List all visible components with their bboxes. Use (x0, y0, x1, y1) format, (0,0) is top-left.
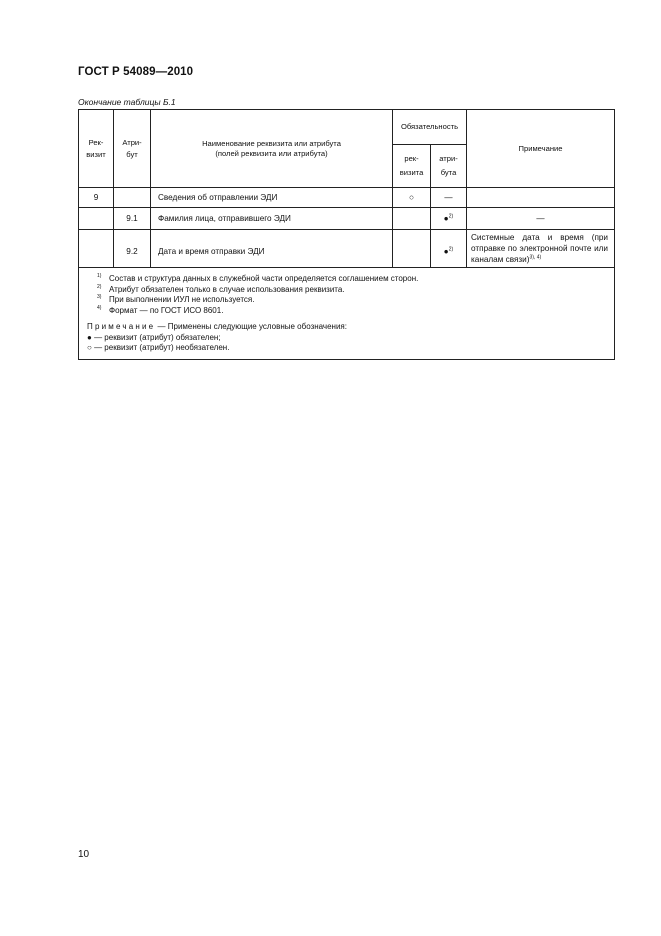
optional-circle-icon: ○ (87, 343, 92, 352)
table-caption: Окончание таблицы Б.1 (78, 97, 176, 107)
document-title: ГОСТ Р 54089—2010 (78, 66, 194, 78)
legend-item-optional: ○ — реквизит (атрибут) необязателен. (87, 343, 230, 352)
header-rekvizit: Рек- визит (79, 110, 114, 188)
footnotes-row (79, 268, 615, 360)
legend-item-required: ● — реквизит (атрибут) обязателен; (87, 332, 221, 342)
required-dot-icon: ● (87, 332, 92, 342)
table-row (79, 188, 615, 208)
footnote-ref: 3), 4) (529, 254, 542, 261)
header-obligation: Обязательность (393, 110, 467, 145)
cell-name: Сведения об отправлении ЭДИ (151, 188, 393, 208)
footnote-item: 3) При выполнении ИУЛ не используется. (97, 294, 255, 304)
footnote-item: 1) Состав и структура данных в служебной части определяется соглашением сторон. (97, 273, 419, 283)
footnotes-cell (79, 268, 615, 360)
cell-rekvizit (79, 230, 114, 268)
required-dot-icon: ● (443, 246, 449, 256)
cell-atribut: 9.1 (114, 208, 151, 230)
table-row (79, 230, 615, 268)
cell-obl-atributa (431, 208, 467, 230)
cell-note: — (467, 208, 615, 230)
cell-rekvizit: 9 (79, 188, 114, 208)
footnote-ref: 2) (448, 213, 454, 220)
legend-heading: Примечание — Применены следующие условные обозначения: (87, 322, 347, 331)
footnote-ref: 2) (448, 245, 454, 252)
cell-obl-rekvizita (393, 208, 431, 230)
header-obl-rekvizita: рек- визита (393, 145, 431, 188)
requisites-table (78, 109, 615, 360)
footnote-item: 4) Формат — по ГОСТ ИСО 8601. (97, 304, 224, 315)
page-number: 10 (78, 849, 90, 860)
cell-rekvizit (79, 208, 114, 230)
header-note: Примечание (467, 110, 615, 188)
cell-atribut (114, 188, 151, 208)
cell-note (467, 188, 615, 208)
cell-obl-rekvizita (393, 188, 431, 208)
header-obl-atributa: атри- бута (431, 145, 467, 188)
header-name: Наименование реквизита или атрибута (полей реквизита или атрибута) (151, 110, 393, 188)
note-text: Системные дата и время (при отправке по электронной почте или каналам связи) (471, 233, 609, 264)
cell-obl-atributa (431, 188, 467, 208)
required-dot-icon: ● (443, 214, 449, 223)
cell-atribut: 9.2 (114, 230, 151, 268)
dash-symbol: — (444, 193, 453, 202)
optional-circle-icon: ○ (409, 193, 414, 202)
table-row (79, 208, 615, 230)
cell-name: Дата и время отправки ЭДИ (151, 230, 393, 268)
footnote-item: 2) Атрибут обязателен только в случае использования реквизита. (97, 283, 345, 294)
cell-name: Фамилия лица, отправившего ЭДИ (151, 208, 393, 230)
cell-note (467, 230, 615, 268)
cell-obl-rekvizita (393, 230, 431, 268)
cell-obl-atributa (431, 230, 467, 268)
header-atribut: Атри- бут (114, 110, 151, 188)
